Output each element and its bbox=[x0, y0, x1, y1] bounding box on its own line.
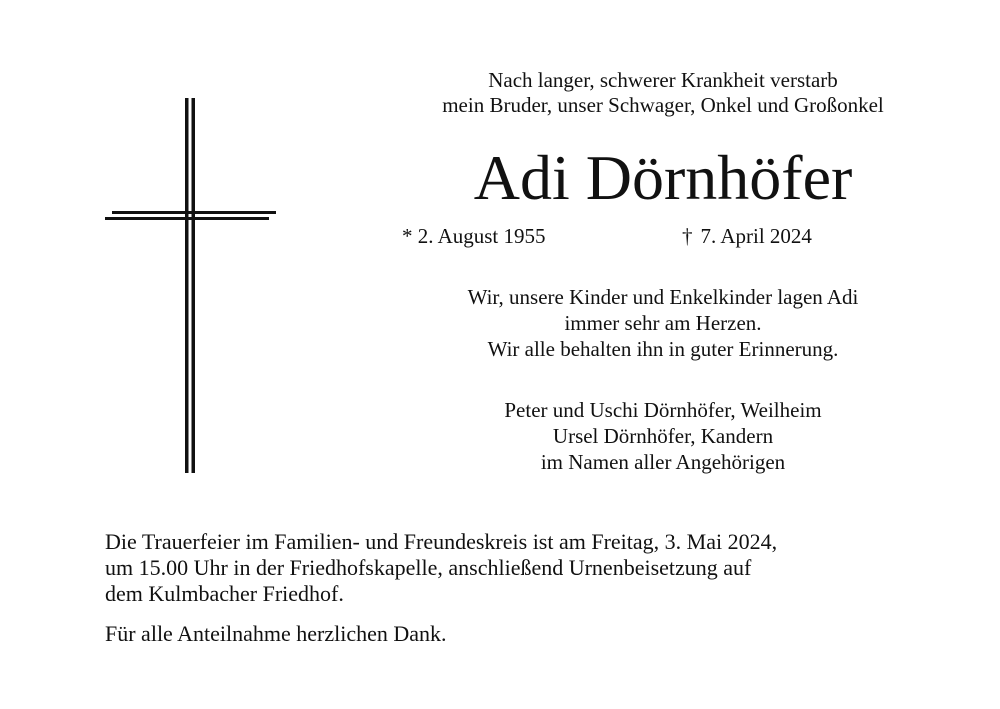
family-line-1: Peter und Uschi Dörnhöfer, Weilheim bbox=[504, 398, 822, 422]
family-line-2: Ursel Dörnhöfer, Kandern bbox=[552, 424, 774, 448]
intro-line-1: Nach langer, schwerer Krankheit verstarb bbox=[488, 68, 838, 92]
cross-icon bbox=[100, 98, 280, 473]
funeral-line-3: dem Kulmbacher Friedhof. bbox=[105, 581, 344, 606]
dagger-icon: † bbox=[682, 224, 693, 248]
birth-date: * 2. August 1955 bbox=[402, 224, 546, 248]
family-line-3: im Namen aller Angehörigen bbox=[540, 450, 786, 474]
message-line-3: Wir alle behalten ihn in guter Erinnerung. bbox=[487, 337, 839, 361]
message-line-2: immer sehr am Herzen. bbox=[564, 311, 762, 335]
message-line-1: Wir, unsere Kinder und Enkelkinder lagen Adi bbox=[467, 285, 859, 309]
death-date: 7. April 2024 bbox=[700, 224, 812, 248]
intro-line-2: mein Bruder, unser Schwager, Onkel und Großonkel bbox=[442, 93, 884, 117]
death-date-group bbox=[682, 224, 812, 249]
deceased-name: Adi Dörnhöfer bbox=[473, 142, 853, 213]
funeral-line-1: Die Trauerfeier im Familien- und Freundeskreis ist am Freitag, 3. Mai 2024, bbox=[105, 529, 778, 554]
funeral-line-2: um 15.00 Uhr in der Friedhofskapelle, anschließend Urnenbeisetzung auf bbox=[105, 555, 752, 580]
thanks-line: Für alle Anteilnahme herzlichen Dank. bbox=[105, 621, 447, 646]
